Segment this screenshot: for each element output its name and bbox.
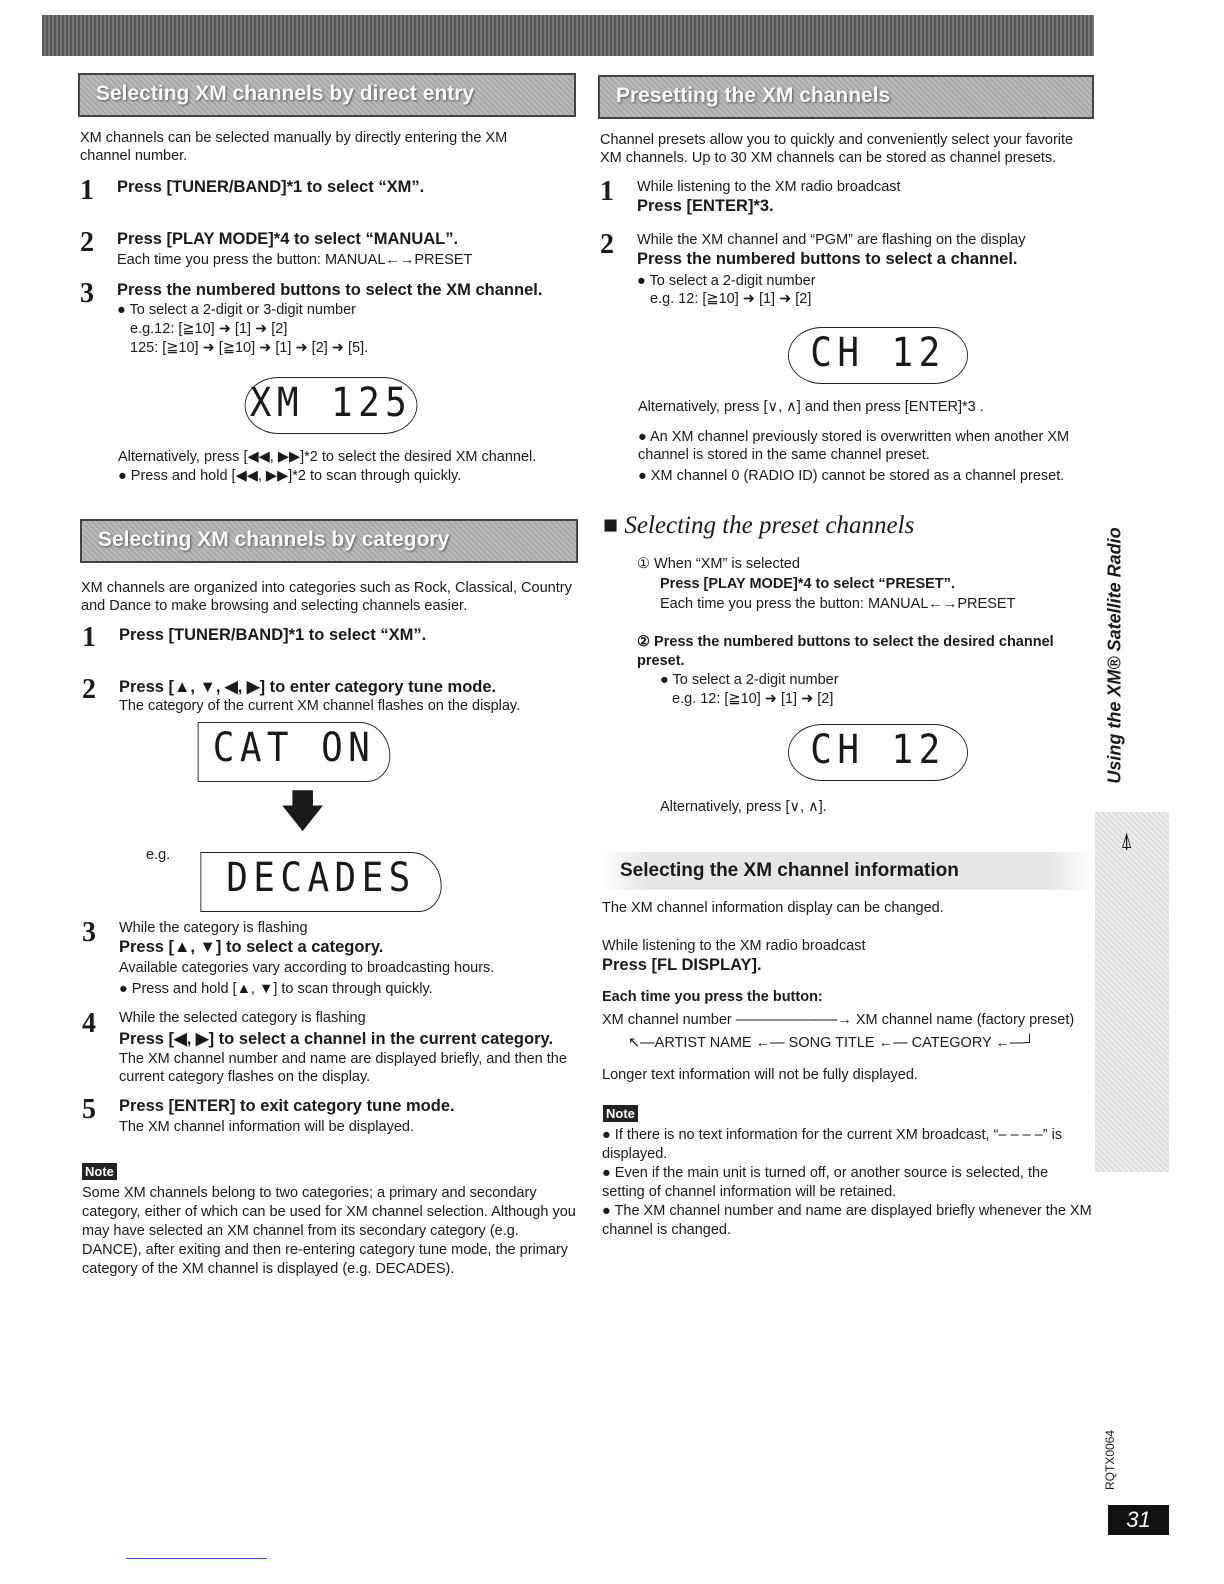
section-header-direct-entry	[78, 73, 576, 117]
side-tab	[1095, 520, 1125, 800]
step-text: Available categories vary according to broadcasting hours.	[119, 960, 495, 976]
bullet: ● To select a 2-digit number	[637, 273, 816, 289]
step-title: Press [▲, ▼] to select a category.	[119, 938, 384, 956]
example: 125: [≧10] ➜ [≧10] ➜ [1] ➜ [2] ➜ [5].	[130, 340, 369, 356]
each-label: Each time you press the button:	[602, 989, 823, 1005]
example: e.g.12: [≧10] ➜ [1] ➜ [2]	[130, 321, 288, 337]
bullet: ● XM channel 0 (RADIO ID) cannot be stored as a channel preset.	[638, 468, 1065, 484]
side-title: Using the XM® Satellite Radio	[1104, 527, 1125, 784]
antenna-icon: ⍋	[1120, 828, 1134, 853]
bullet: ● To select a 2-digit number	[660, 672, 839, 688]
top-banner	[42, 15, 1094, 56]
intro-text: The XM channel information display can be changed.	[602, 900, 944, 916]
alt-text: Alternatively, press [∨, ∧] and then press [ENTER]*3 .	[638, 399, 984, 415]
step-number: 5	[82, 1094, 96, 1125]
step-title: Press [ENTER]*3.	[637, 197, 774, 215]
divider	[126, 1558, 267, 1559]
intro-text: Channel presets allow you to quickly and conveniently select your favorite XM channels. Up to 30 XM channels can be stored as channel presets.	[600, 132, 1074, 166]
section-title: Selecting XM channels by direct entry	[96, 82, 475, 105]
section-title: Presetting the XM channels	[616, 84, 891, 107]
step-pre: While the category is flashing	[119, 920, 308, 936]
step-pre: While the XM channel and “PGM” are flashing on the display	[637, 232, 1026, 248]
step-text: The XM channel information will be displayed.	[119, 1119, 414, 1135]
section-header-presetting	[598, 75, 1094, 119]
flow-line: ↖—ARTIST NAME ←— SONG TITLE ←— CATEGORY ←—┘	[628, 1035, 1035, 1051]
flow-line: XM channel number ———————→ XM channel name (factory preset)	[602, 1012, 1075, 1028]
step-title: Press the numbered buttons to select the XM channel.	[117, 281, 543, 299]
step-title: Press [TUNER/BAND]*1 to select “XM”.	[117, 178, 425, 196]
lcd-display: CH 12	[788, 327, 968, 384]
step-pre: While listening to the XM radio broadcast	[602, 938, 866, 954]
step-number: 2	[600, 229, 614, 260]
step-title: Press [◀, ▶] to select a channel in the current category.	[119, 1030, 554, 1048]
step-text: Each time you press the button: MANUAL←→PRESET	[660, 596, 1016, 612]
section-header-category	[80, 519, 578, 563]
step-text: Each time you press the button: MANUAL←→PRESET	[117, 252, 473, 268]
note-item: ● The XM channel number and name are displayed briefly whenever the XM channel is changed.	[602, 1203, 1092, 1238]
section-header-info	[600, 852, 1095, 890]
note-label: Note	[82, 1163, 117, 1180]
bullet: ● To select a 2-digit or 3-digit number	[117, 302, 356, 318]
step-number: 2	[80, 227, 94, 258]
note-list	[602, 1126, 1092, 1240]
step-title: Press the numbered buttons to select a channel.	[637, 250, 1018, 268]
bullet: ● An XM channel previously stored is overwritten when another XM channel is stored in the same channel preset.	[638, 429, 1070, 463]
page-number: 31	[1108, 1505, 1169, 1535]
step-number: 1	[600, 176, 614, 207]
bullet: ● Press and hold [◀◀, ▶▶]*2 to scan through quickly.	[118, 468, 462, 484]
example: e.g. 12: [≧10] ➜ [1] ➜ [2]	[672, 691, 834, 707]
step-title: ② Press the numbered buttons to select the desired channel preset.	[637, 634, 1054, 669]
section-title: Selecting XM channels by category	[98, 528, 450, 551]
lcd-display: XM 125	[245, 377, 418, 434]
lcd-display: DECADES	[200, 852, 441, 912]
alt-text: Alternatively, press [◀◀, ▶▶]*2 to select the desired XM channel.	[118, 449, 537, 465]
lcd-display: CH 12	[788, 724, 968, 781]
section-title: Selecting the XM channel information	[620, 860, 959, 881]
subsection-title: ■ Selecting the preset channels	[603, 512, 915, 539]
step-number: 2	[82, 674, 96, 705]
step-pre: While the selected category is flashing	[119, 1010, 366, 1026]
model-code: RQTX0064	[1103, 1429, 1117, 1490]
note-item: ● Even if the main unit is turned off, or another source is selected, the setting of channel information will be retained.	[602, 1165, 1049, 1200]
step-number: 1	[82, 622, 96, 653]
step-number: 3	[82, 917, 96, 948]
step-text: The XM channel number and name are displayed briefly, and then the current category flashes on the display.	[119, 1051, 567, 1085]
step-title: Press [FL DISPLAY].	[602, 956, 762, 974]
intro-text: XM channels are organized into categories such as Rock, Classical, Country and Dance to make browsing and selecting channels easier.	[81, 580, 572, 614]
note-text: Some XM channels belong to two categories; a primary and secondary category, either of which can be used for XM channel selection. Although you may have selected an XM channel from its secondary category (e.g. DANCE), after exiting and then re-entering category tune mode, the primary category of the XM channel is displayed (e.g. DECADES).	[82, 1185, 576, 1277]
step-number: 3	[80, 278, 94, 309]
step-number: 1	[80, 175, 94, 206]
eg-label: e.g.	[146, 847, 171, 863]
info-text: Longer text information will not be fully displayed.	[602, 1067, 918, 1083]
step-title: Press [PLAY MODE]*4 to select “PRESET”.	[660, 576, 955, 592]
note-item: ● If there is no text information for the current XM broadcast, “– – – –” is displayed.	[602, 1127, 1063, 1162]
step-title: Press [TUNER/BAND]*1 to select “XM”.	[119, 626, 427, 644]
step-title: Press [ENTER] to exit category tune mode.	[119, 1097, 455, 1115]
bullet: ● Press and hold [▲, ▼] to scan through quickly.	[119, 981, 433, 997]
lcd-display: CAT ON	[198, 722, 391, 782]
step-text: The category of the current XM channel flashes on the display.	[119, 698, 521, 714]
step-pre: While listening to the XM radio broadcast	[637, 179, 901, 195]
step-number: 4	[82, 1008, 96, 1039]
side-pattern	[1095, 812, 1169, 1172]
example: e.g. 12: [≧10] ➜ [1] ➜ [2]	[650, 291, 812, 307]
step-pre: ① When “XM” is selected	[637, 556, 800, 572]
intro-text: XM channels can be selected manually by directly entering the XM channel number.	[80, 130, 508, 164]
step-title: Press [PLAY MODE]*4 to select “MANUAL”.	[117, 230, 459, 248]
alt-text: Alternatively, press [∨, ∧].	[660, 799, 827, 815]
arrow-down-icon: 🡇	[280, 787, 326, 836]
note-label: Note	[603, 1105, 638, 1122]
step-title: Press [▲, ▼, ◀, ▶] to enter category tune mode.	[119, 678, 497, 696]
